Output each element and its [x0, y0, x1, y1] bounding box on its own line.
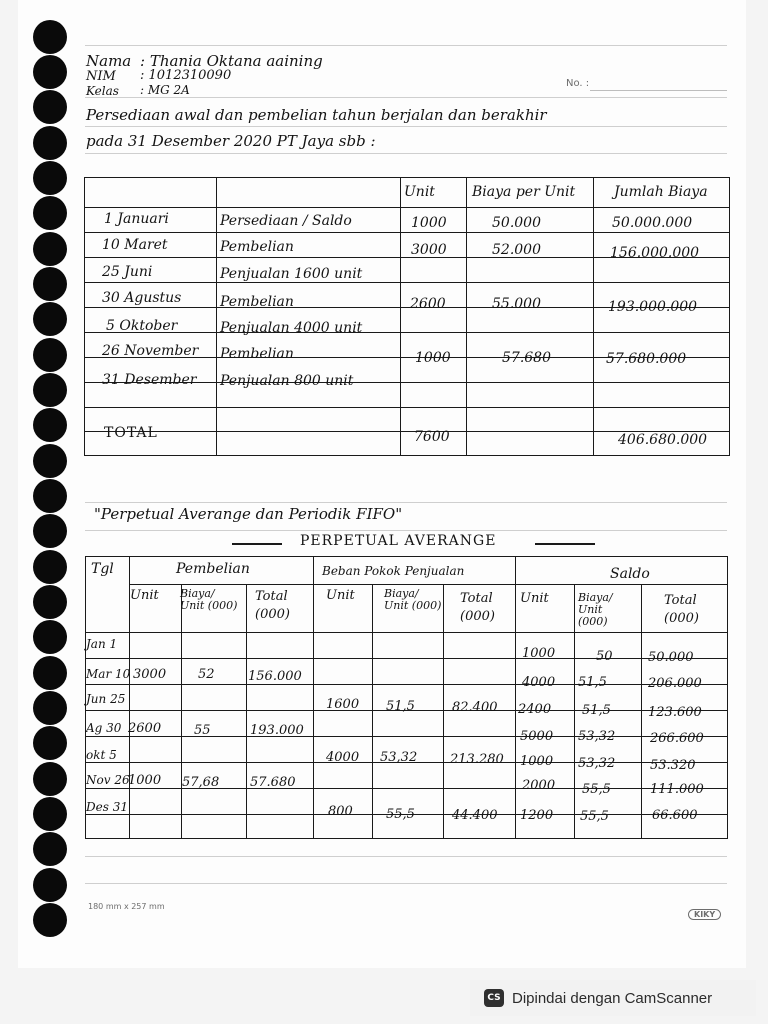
subheader-unit: Unit	[520, 591, 549, 606]
saldo-unit: 2000	[522, 778, 556, 793]
pembelian-biaya: 52	[198, 667, 215, 682]
row-date: 1 Januari	[104, 211, 169, 227]
row-date: 31 Desember	[102, 372, 197, 388]
binder-hole	[33, 161, 67, 195]
binder-hole	[33, 514, 67, 548]
row-date: 30 Agustus	[102, 290, 182, 306]
saldo-biaya: 55,5	[580, 809, 609, 824]
penjualan-total: 82.400	[452, 700, 498, 715]
kelas-label: Kelas	[86, 84, 119, 98]
pembelian-unit: 1000	[128, 773, 162, 788]
subtitle-dash-right	[535, 543, 595, 545]
binder-hole	[33, 656, 67, 690]
binder-hole	[33, 302, 67, 336]
row-tgl: Nov 26	[86, 773, 130, 787]
binder-hole	[33, 20, 67, 54]
saldo-total: 53.320	[650, 758, 696, 773]
binder-hole	[33, 726, 67, 760]
ruled-line	[85, 883, 727, 884]
penjualan-unit: 4000	[326, 750, 360, 765]
saldo-total: 206.000	[648, 676, 702, 691]
row-tgl: Ag 30	[86, 721, 122, 735]
penjualan-biaya: 53,32	[380, 750, 418, 765]
pembelian-unit: 2600	[128, 721, 162, 736]
pembelian-biaya: 55	[194, 723, 211, 738]
kelas-value: : MG 2A	[140, 83, 190, 97]
binder-hole	[33, 126, 67, 160]
no-label: No. :	[566, 78, 590, 89]
saldo-biaya: 51,5	[578, 675, 607, 690]
saldo-total: 111.000	[650, 782, 704, 797]
row-desc: Pembelian	[220, 294, 294, 310]
subheader-total: Total (000)	[460, 591, 495, 624]
binder-hole	[33, 550, 67, 584]
camscanner-text: Dipindai dengan CamScanner	[512, 989, 713, 1007]
row-unit: 2600	[410, 296, 446, 312]
intro-line-1: Persediaan awal dan pembelian tahun berjalan dan berakhir	[86, 106, 547, 124]
row-date: 26 November	[102, 343, 199, 359]
column-header-unit: Unit	[404, 184, 435, 200]
header-saldo: Saldo	[610, 566, 650, 582]
saldo-unit: 5000	[520, 729, 554, 744]
saldo-biaya: 50	[596, 649, 613, 664]
nama-value: : Thania Oktana aaining	[140, 52, 323, 70]
subheader-total: Total (000)	[255, 589, 290, 622]
binder-hole	[33, 444, 67, 478]
ruled-line	[85, 530, 727, 531]
saldo-biaya: 55,5	[582, 782, 611, 797]
saldo-unit: 1000	[522, 646, 556, 661]
camscanner-badge	[470, 980, 756, 1016]
saldo-unit: 1000	[520, 754, 554, 769]
nama-label: Nama	[86, 52, 132, 70]
penjualan-total: 44.400	[452, 808, 498, 823]
row-total: 57.680.000	[606, 351, 687, 367]
row-unit: 1000	[411, 215, 447, 231]
row-date: 25 Juni	[102, 264, 153, 280]
nim-label: NIM	[86, 69, 116, 84]
section-title: "Perpetual Averange dan Periodik FIFO"	[94, 505, 403, 523]
header-beban-pokok-penjualan: Beban Pokok Penjualan	[322, 564, 465, 578]
pembelian-biaya: 57,68	[182, 775, 220, 790]
binder-hole	[33, 196, 67, 230]
row-desc: Penjualan 800 unit	[220, 373, 354, 389]
no-line	[590, 90, 727, 91]
subheader-biaya-unit: Biaya/ Unit (000)	[180, 587, 238, 612]
saldo-biaya: 53,32	[578, 756, 616, 771]
subheader-biaya-unit: Biaya/ Unit (000)	[578, 591, 613, 628]
ruled-line	[85, 97, 727, 98]
penjualan-total: 213.280	[450, 752, 504, 767]
penjualan-biaya: 55,5	[386, 807, 415, 822]
row-tgl: Jun 25	[86, 692, 126, 706]
pembelian-total: 193.000	[250, 723, 304, 738]
binder-hole	[33, 868, 67, 902]
binder-hole	[33, 620, 67, 654]
subheader-unit: Unit	[130, 588, 159, 603]
row-cost: 55.000	[492, 296, 541, 312]
pembelian-unit: 3000	[133, 667, 167, 682]
row-desc: Persediaan / Saldo	[220, 213, 352, 229]
pembelian-total: 156.000	[248, 669, 302, 684]
binder-hole	[33, 903, 67, 937]
row-total: 156.000.000	[610, 245, 700, 261]
column-header-jumlah-biaya: Jumlah Biaya	[614, 184, 708, 200]
binder-hole	[33, 55, 67, 89]
nim-value: : 1012310090	[140, 68, 232, 83]
binder-hole	[33, 373, 67, 407]
binder-hole	[33, 832, 67, 866]
row-tgl: okt 5	[86, 748, 117, 762]
brand-logo: KIKY	[688, 909, 721, 920]
binder-hole	[33, 267, 67, 301]
penjualan-unit: 1600	[326, 697, 360, 712]
row-desc: Penjualan 1600 unit	[220, 266, 363, 282]
saldo-total: 266.600	[650, 731, 704, 746]
saldo-unit: 1200	[520, 808, 554, 823]
column-header-biaya-per-unit: Biaya per Unit	[472, 184, 576, 200]
binder-hole	[33, 232, 67, 266]
subtitle-dash-left	[232, 543, 282, 545]
ruled-line	[85, 502, 727, 503]
binder-hole	[33, 585, 67, 619]
section-subtitle: PERPETUAL AVERANGE	[300, 533, 497, 549]
ruled-line	[85, 45, 727, 46]
total-label: TOTAL	[104, 425, 158, 441]
camscanner-logo-icon: CS	[484, 989, 504, 1007]
saldo-total: 66.600	[652, 808, 698, 823]
row-date: 10 Maret	[102, 237, 168, 253]
saldo-biaya: 53,32	[578, 729, 616, 744]
header-pembelian: Pembelian	[176, 561, 250, 577]
binder-hole	[33, 479, 67, 513]
row-tgl: Jan 1	[86, 637, 118, 651]
intro-line-2: pada 31 Desember 2020 PT Jaya sbb :	[86, 132, 376, 150]
saldo-unit: 2400	[518, 702, 552, 717]
row-cost: 50.000	[492, 215, 541, 231]
saldo-total: 50.000	[648, 650, 694, 665]
binder-hole	[33, 90, 67, 124]
row-cost: 52.000	[492, 242, 541, 258]
penjualan-biaya: 51,5	[386, 699, 415, 714]
row-cost: 57.680	[502, 350, 551, 366]
subheader-total: Total (000)	[664, 593, 699, 626]
penjualan-unit: 800	[328, 804, 353, 819]
row-date: 5 Oktober	[106, 318, 178, 334]
binder-hole	[33, 338, 67, 372]
row-total: 193.000.000	[608, 299, 698, 315]
row-desc: Pembelian	[220, 239, 294, 255]
pembelian-total: 57.680	[250, 775, 296, 790]
ruled-line	[85, 856, 727, 857]
total-value: 406.680.000	[618, 432, 708, 448]
total-unit: 7600	[414, 429, 450, 445]
header-tgl: Tgl	[91, 561, 114, 577]
row-desc: Pembelian	[220, 346, 294, 362]
row-total: 50.000.000	[612, 215, 693, 231]
subheader-biaya-unit: Biaya/ Unit (000)	[384, 587, 442, 612]
row-tgl: Des 31	[86, 800, 128, 814]
binder-hole	[33, 762, 67, 796]
saldo-biaya: 51,5	[582, 703, 611, 718]
saldo-unit: 4000	[522, 675, 556, 690]
saldo-total: 123.600	[648, 705, 702, 720]
binder-hole	[33, 691, 67, 725]
row-tgl: Mar 10	[86, 667, 131, 681]
ruled-line	[85, 126, 727, 127]
row-unit: 3000	[411, 242, 447, 258]
paper-size-label: 180 mm x 257 mm	[88, 902, 165, 911]
binder-hole	[33, 797, 67, 831]
row-desc: Penjualan 4000 unit	[220, 320, 363, 336]
subheader-unit: Unit	[326, 588, 355, 603]
binder-hole	[33, 408, 67, 442]
ruled-line	[85, 153, 727, 154]
row-unit: 1000	[415, 350, 451, 366]
